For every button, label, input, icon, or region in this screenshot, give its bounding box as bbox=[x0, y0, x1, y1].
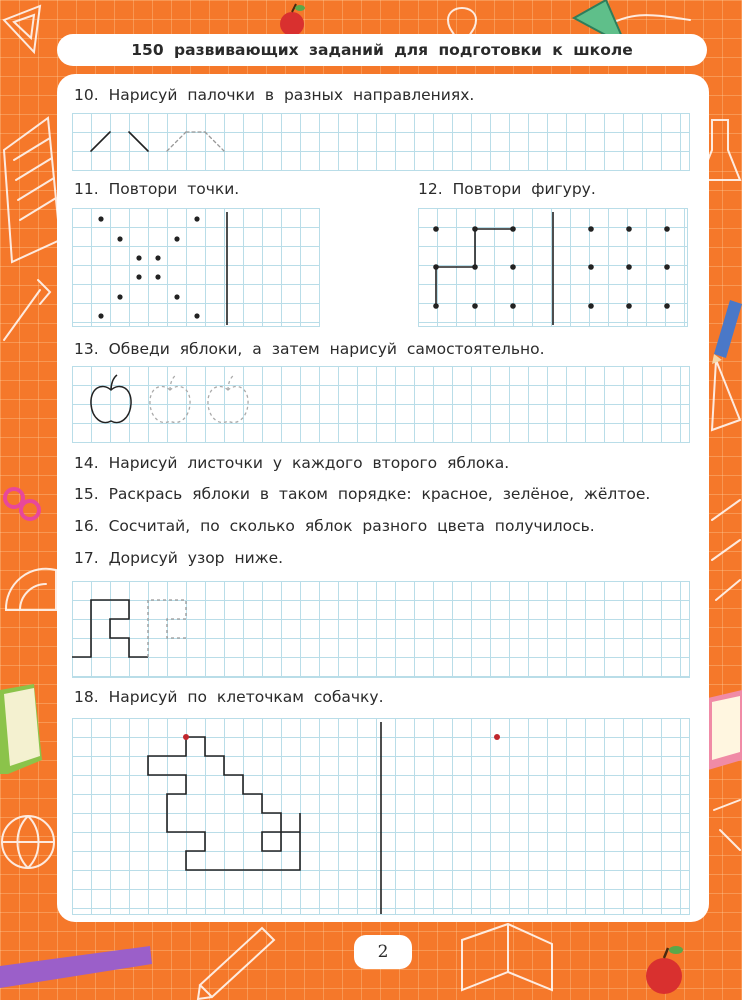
task-18-grid[interactable] bbox=[72, 718, 690, 915]
dog-figure bbox=[72, 718, 689, 914]
triangle-ruler-icon bbox=[4, 6, 40, 52]
book-icon bbox=[462, 924, 552, 990]
task-17-text: 17. Дорисуй узор ниже. bbox=[74, 549, 284, 567]
apple-dashed-icon bbox=[208, 375, 248, 422]
pink-book-icon bbox=[708, 690, 742, 770]
apple-outline-icon bbox=[91, 375, 131, 422]
task-18-text: 18. Нарисуй по клеточкам собачку. bbox=[74, 688, 384, 706]
start-dot-icon bbox=[494, 734, 500, 740]
task-12-grid[interactable] bbox=[418, 208, 688, 327]
task-10-grid[interactable] bbox=[72, 113, 690, 171]
protractor-icon bbox=[6, 569, 56, 610]
task-10-text: 10. Нарисуй палочки в разных направлениях. bbox=[74, 86, 475, 104]
apple-icon bbox=[646, 946, 683, 994]
task-13-text: 13. Обведи яблоки, а затем нарисуй самостоятельно. bbox=[74, 340, 545, 358]
notebook-icon bbox=[4, 118, 60, 262]
start-dot-icon bbox=[183, 734, 189, 740]
purple-ruler-icon bbox=[0, 946, 152, 988]
task-14-text: 14. Нарисуй листочки у каждого второго яблока. bbox=[74, 454, 510, 472]
scissors-icon bbox=[5, 489, 39, 519]
apple-icon bbox=[280, 4, 305, 36]
pencil-icon bbox=[198, 928, 274, 999]
pattern-strokes bbox=[72, 581, 689, 677]
task-12-text: 12. Повтори фигуру. bbox=[418, 180, 596, 198]
apple-dashed-icon bbox=[150, 375, 190, 422]
task-16-text: 16. Сосчитай, по сколько яблок разного цвета получилось. bbox=[74, 517, 595, 535]
task-11-text: 11. Повтори точки. bbox=[74, 180, 240, 198]
apple-tracing bbox=[72, 366, 689, 442]
task-17-grid[interactable] bbox=[72, 581, 690, 678]
stick-strokes bbox=[72, 113, 689, 170]
figure-pattern bbox=[418, 208, 687, 326]
blue-pencil-icon bbox=[712, 300, 742, 364]
ruler-icon bbox=[712, 500, 740, 600]
book-title-banner: 150 развивающих заданий для подготовки к школе bbox=[57, 34, 707, 66]
task-13-grid[interactable] bbox=[72, 366, 690, 443]
brush-icon bbox=[4, 280, 50, 340]
green-book-icon bbox=[0, 684, 42, 774]
task-11-grid[interactable] bbox=[72, 208, 320, 327]
page-number: 2 bbox=[354, 935, 412, 969]
dot-pattern bbox=[72, 208, 319, 326]
task-15-text: 15. Раскрась яблоки в таком порядке: красное, зелёное, жёлтое. bbox=[74, 485, 651, 503]
